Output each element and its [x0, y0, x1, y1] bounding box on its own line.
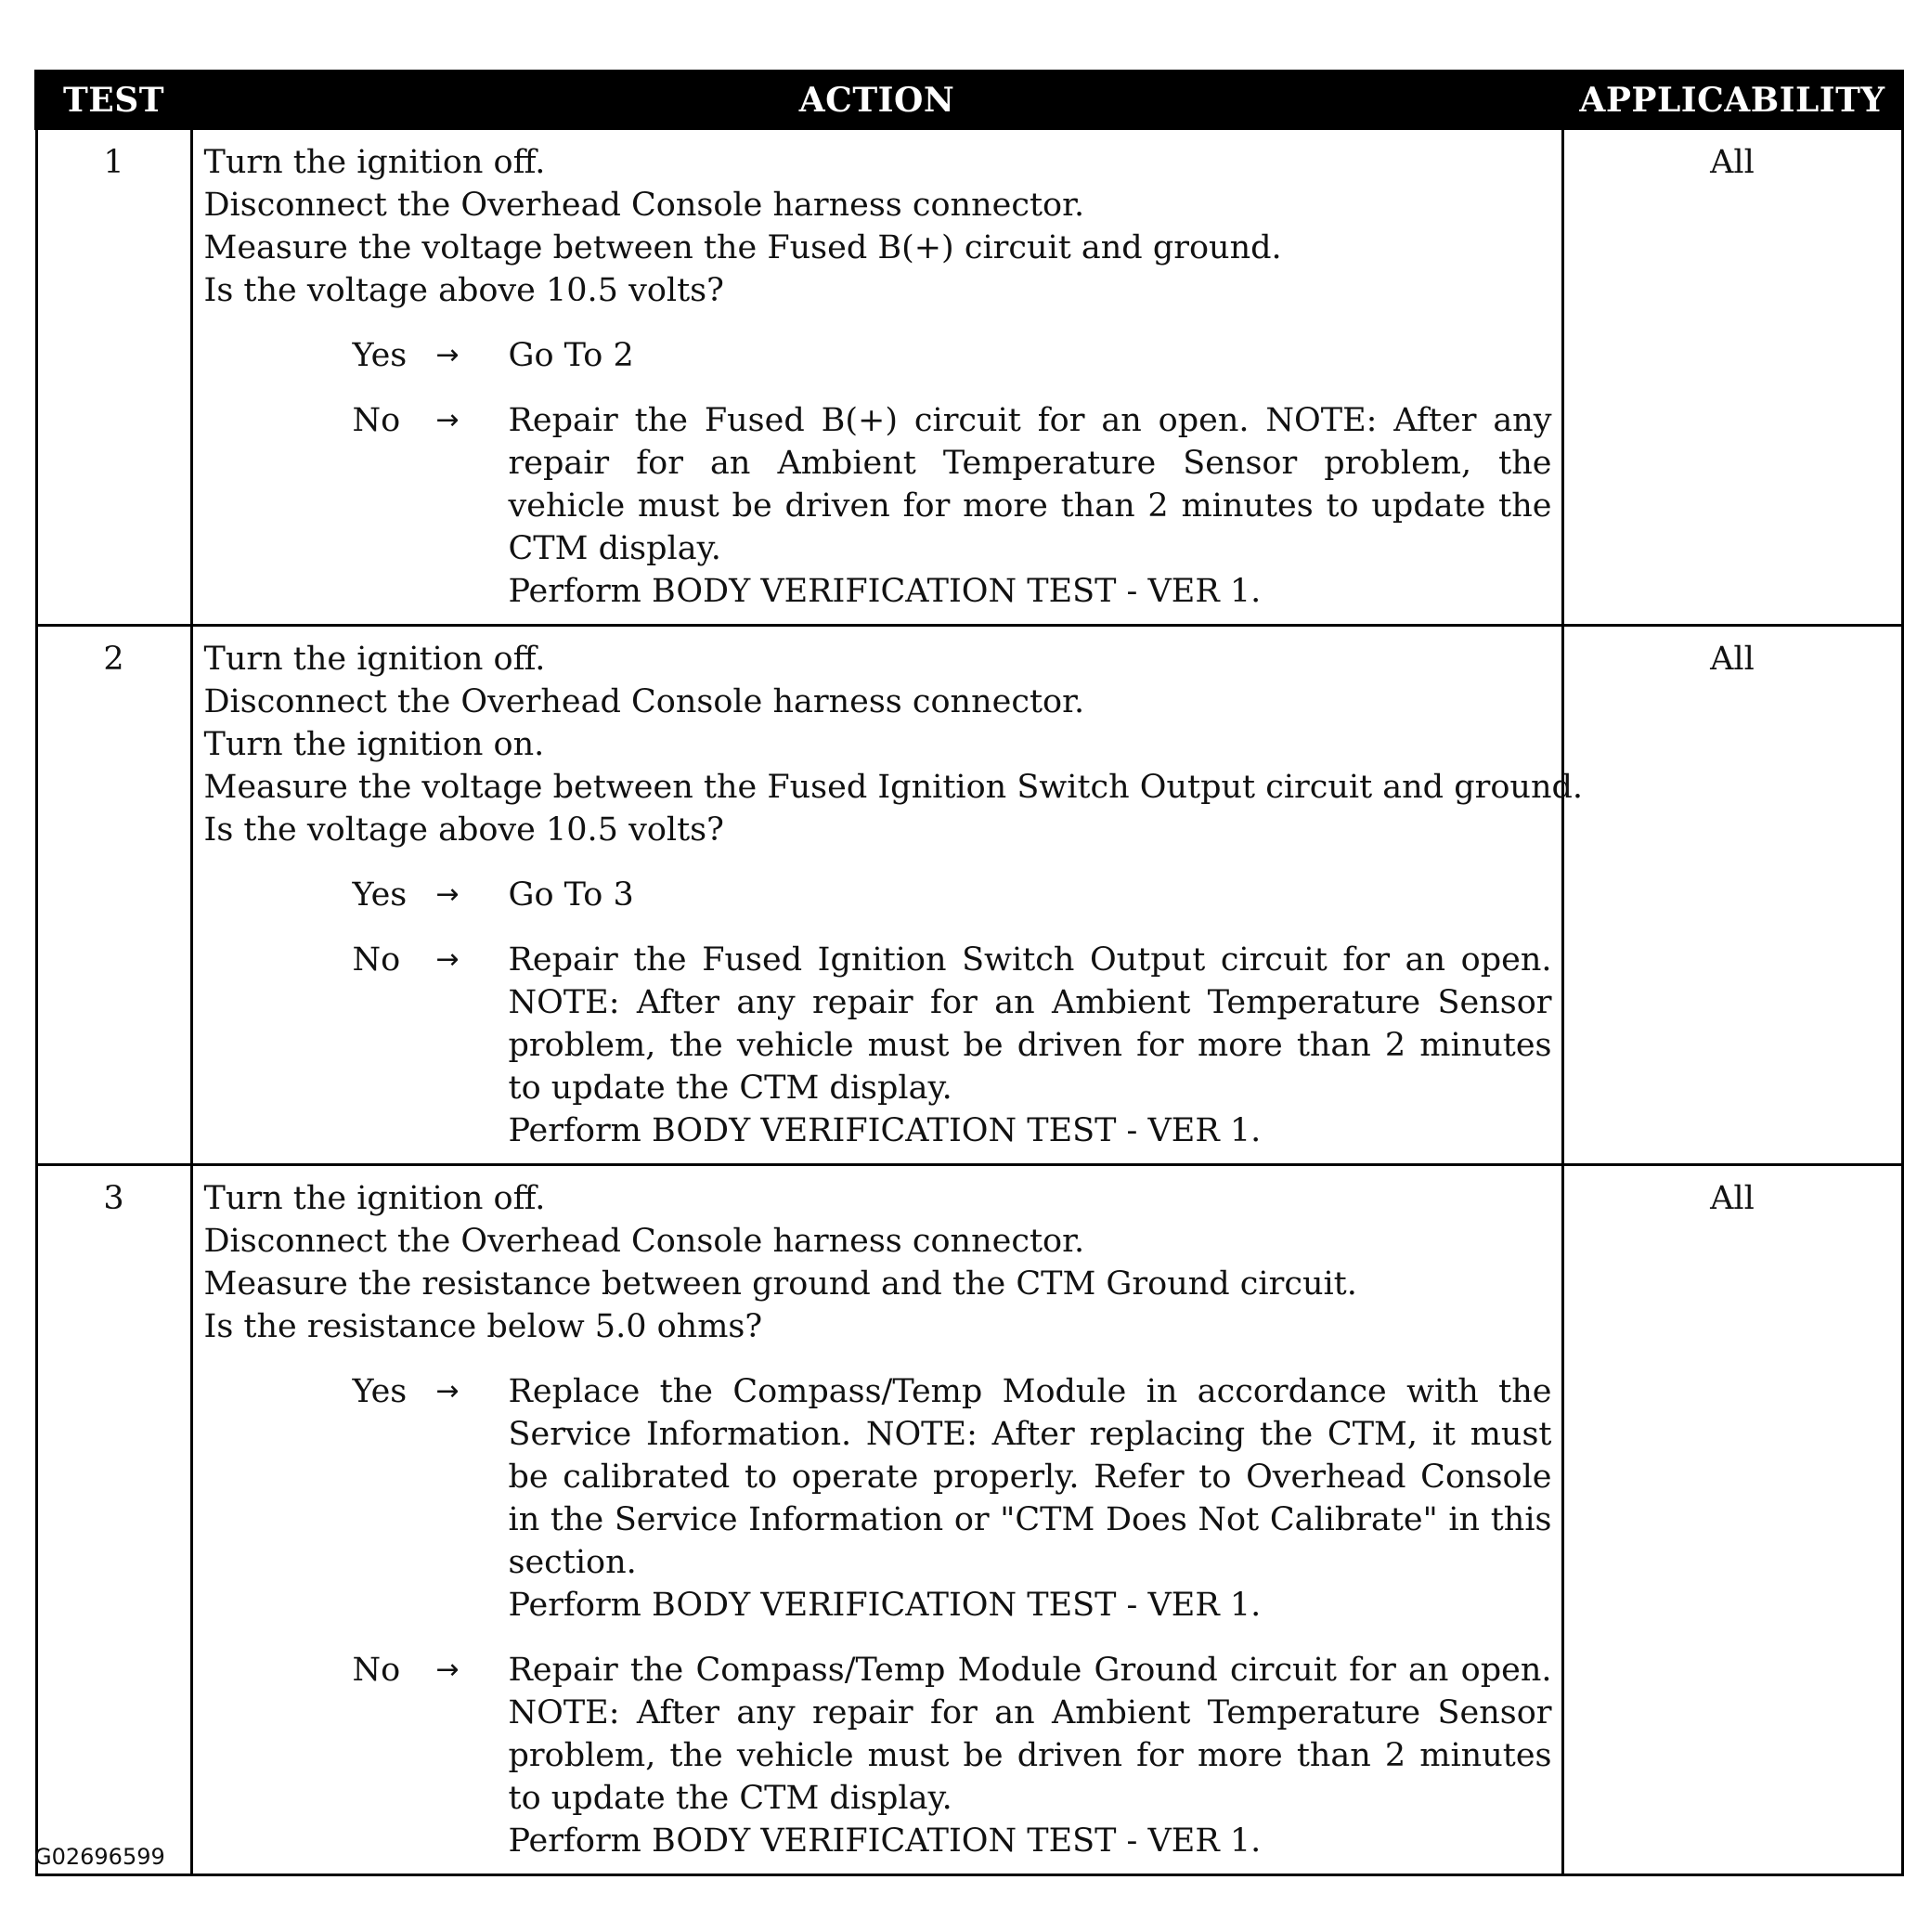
right-arrow-icon: → — [435, 1653, 460, 1686]
yes-result — [509, 1370, 1552, 1627]
figure-code: G02696599 — [34, 1844, 165, 1870]
no-result — [509, 399, 1552, 613]
no-result-text: Perform BODY VERIFICATION TEST - VER 1. — [508, 1112, 1262, 1149]
action-step: Turn the ignition off. — [203, 144, 546, 181]
no-result — [509, 1649, 1552, 1862]
action-step: Disconnect the Overhead Console harness connector. — [203, 683, 1085, 720]
applicability-value: All — [1562, 626, 1902, 1165]
yes-outcome — [353, 874, 1552, 916]
no-result-text: Repair the Compass/Temp Module Ground circuit for an open. NOTE: After any repair for an Ambient Temperature Sensor problem, the vehicle must be driven for more than 2 minutes to update the CTM display. — [508, 1652, 1552, 1817]
right-arrow-icon: → — [435, 404, 460, 436]
table-header-row — [36, 71, 1902, 128]
no-outcome — [353, 1649, 1552, 1862]
action-steps — [203, 638, 1584, 851]
no-label: No — [352, 402, 401, 439]
action-step: Turn the ignition off. — [203, 641, 546, 678]
yes-result — [509, 334, 1552, 377]
header-action: ACTION — [191, 71, 1562, 128]
no-result-text: Perform BODY VERIFICATION TEST - VER 1. — [508, 1822, 1262, 1860]
yes-outcome — [353, 334, 1552, 377]
action-step: Measure the voltage between the Fused B(+) circuit and ground. — [203, 229, 1282, 266]
no-outcome — [353, 399, 1552, 613]
action-step: Measure the resistance between ground and the CTM Ground circuit. — [203, 1265, 1357, 1303]
right-arrow-icon: → — [435, 339, 460, 371]
no-label: No — [352, 1652, 401, 1689]
action-step: Is the resistance below 5.0 ohms? — [203, 1308, 763, 1345]
test-number: 3 — [36, 1165, 191, 1875]
action-step: Turn the ignition off. — [203, 1180, 546, 1217]
applicability-value: All — [1562, 1165, 1902, 1875]
table-row — [36, 128, 1902, 626]
applicability-value: All — [1562, 128, 1902, 626]
yes-label: Yes — [352, 876, 408, 914]
test-number: 1 — [36, 128, 191, 626]
action-cell — [191, 1165, 1562, 1875]
yes-result — [509, 874, 1552, 916]
yes-result-text: Replace the Compass/Temp Module in accordance with the Service Information. NOTE: After replacing the CTM, it must be calibrated to operate properly. Refer to Overhead Console in the Service Information or "CTM Does Not Calibrate" in this section. — [508, 1373, 1552, 1581]
no-result-text: Repair the Fused B(+) circuit for an open. NOTE: After any repair for an Ambient Temperature Sensor problem, the vehicle must be driven for more than 2 minutes to update the CTM display. — [508, 402, 1552, 567]
action-step: Disconnect the Overhead Console harness connector. — [203, 1223, 1085, 1260]
no-label: No — [352, 941, 401, 979]
action-step: Is the voltage above 10.5 volts? — [203, 811, 724, 849]
right-arrow-icon: → — [435, 878, 460, 911]
yes-outcome — [353, 1370, 1552, 1627]
action-cell — [191, 626, 1584, 1165]
action-steps — [204, 141, 1552, 312]
yes-result-text: Go To 3 — [508, 876, 634, 914]
table-row — [36, 626, 1902, 1165]
no-outcome — [353, 939, 1552, 1152]
action-step: Turn the ignition on. — [203, 726, 545, 763]
action-steps — [204, 1177, 1552, 1348]
action-step: Is the voltage above 10.5 volts? — [203, 272, 724, 309]
no-result-text: Repair the Fused Ignition Switch Output circuit for an open. NOTE: After any repair for an Ambient Temperature Sensor problem, the vehicle must be driven for more than 2 minutes to update the CTM display. — [508, 941, 1552, 1107]
no-result — [509, 939, 1552, 1152]
action-cell — [191, 128, 1562, 626]
header-applicability: APPLICABILITY — [1562, 71, 1902, 128]
yes-result-text: Perform BODY VERIFICATION TEST - VER 1. — [508, 1587, 1262, 1624]
test-number: 2 — [36, 626, 191, 1165]
yes-label: Yes — [352, 1373, 408, 1410]
right-arrow-icon: → — [435, 943, 460, 976]
no-result-text: Perform BODY VERIFICATION TEST - VER 1. — [508, 573, 1262, 610]
yes-label: Yes — [352, 337, 408, 374]
header-test: TEST — [36, 71, 191, 128]
diagnostic-test-table — [34, 70, 1904, 1876]
action-step: Measure the voltage between the Fused Ignition Switch Output circuit and ground. — [203, 769, 1584, 806]
right-arrow-icon: → — [435, 1375, 460, 1407]
yes-result-text: Go To 2 — [508, 337, 634, 374]
action-step: Disconnect the Overhead Console harness connector. — [203, 187, 1085, 224]
table-row — [36, 1165, 1902, 1875]
diagnostic-test-table-container — [34, 70, 1900, 1876]
table-body — [36, 128, 1902, 1875]
